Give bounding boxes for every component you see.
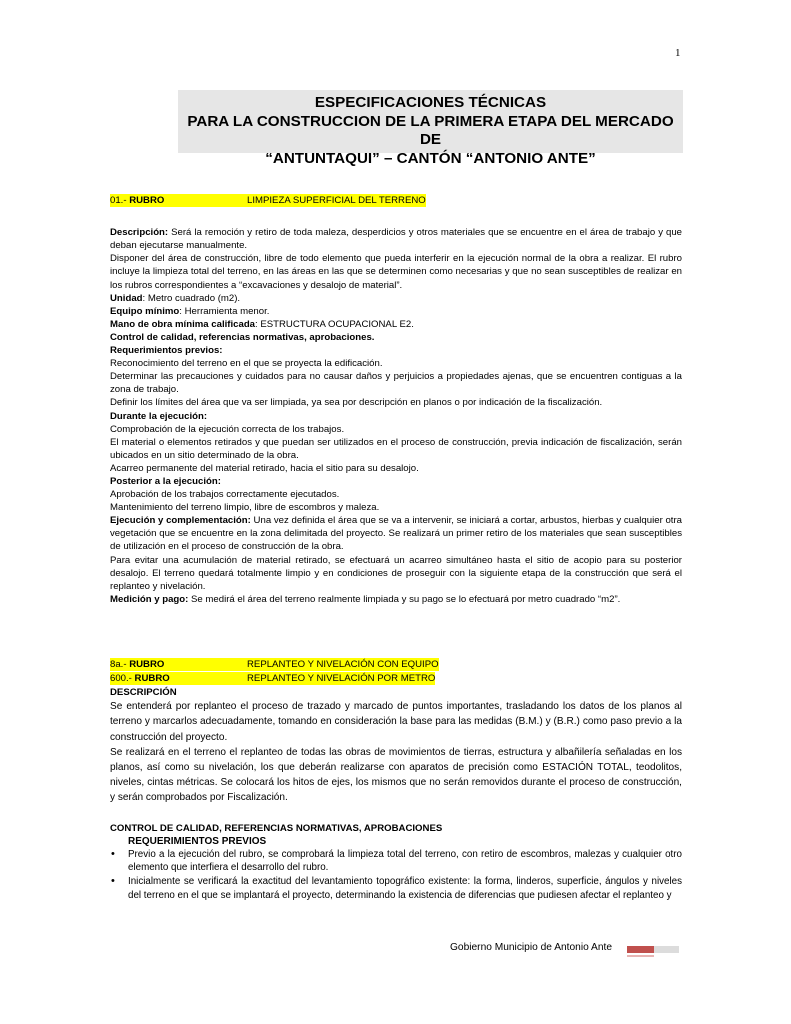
rubro-label: RUBRO — [129, 658, 165, 670]
rubro-number: 600.- — [110, 673, 135, 684]
requirements-list — [110, 848, 682, 902]
mano-obra-line: Mano de obra mínima calificada: ESTRUCTURA OCUPACIONAL E2. — [110, 318, 414, 330]
control-heading-2: CONTROL DE CALIDAD, REFERENCIAS NORMATIVAS, APROBACIONES — [110, 822, 443, 834]
list-item: • Previo a la ejecución del rubro, se comprobará la limpieza total del terreno, con retiro de escombros, malezas y cualquier otro elemento que interfiera el desarrollo del rubro. — [128, 848, 682, 875]
rubro-label: RUBRO — [129, 195, 165, 206]
paragraph: Se realizará en el terreno el replanteo de todas las obras de movimientos de tierras, estructura y albañilería señaladas en los planos, así como su nivelación, los que deberán realizarse con aparatos de precisión como ESTACIÓN TOTAL, teodolitos, niveles, cintas métricas. Se colocará los hitos de ejes, los mismos que no serán removidos durante el proceso de construcción, y serán comprobados por Fiscalización. — [110, 746, 682, 804]
paragraph: Acarreo permanente del material retirado, hacia el sitio para su desalojo. — [110, 462, 419, 474]
rubro-number: 01.- — [110, 195, 130, 206]
rubro-heading-600 — [110, 672, 682, 685]
footer-decoration — [627, 946, 679, 953]
paragraph: Disponer del área de construcción, libre de todo elemento que pueda interferir en la ejecución normal de la obra a realizar. El rubro incluye la limpieza total del terreno, en las áreas en las que se determinen como necesarias y que no sean susceptibles de realizar en los rubros correspondientes a “excavaciones y desalojo de material”. — [110, 253, 682, 291]
descripcion-heading: DESCRIPCIÓN — [110, 687, 177, 699]
paragraph: Definir los límites del área que va ser limpiada, ya sea por descripción en planos o por indicación de la fiscalización. — [110, 397, 603, 409]
footer-text: Gobierno Municipio de Antonio Ante — [450, 942, 612, 953]
paragraph: Para evitar una acumulación de material retirado, se efectuará un acarreo simultáneo hasta el sitio de acopio para su posterior desalojo. El terreno quedará totalmente limpio y en condiciones de proseguir con la siguiente etapa de la construcción que será el replanteo y nivelación. — [110, 554, 682, 592]
paragraph: Mantenimiento del terreno limpio, libre de escombros y maleza. — [110, 502, 380, 514]
control-heading: Control de calidad, referencias normativas, aprobaciones. — [110, 331, 375, 343]
paragraph: Comprobación de la ejecución correcta de los trabajos. — [110, 423, 345, 435]
rubro-number: 8a.- — [110, 658, 130, 670]
rubro-heading-8a — [110, 658, 682, 671]
requerimientos-heading: Requerimientos previos: — [110, 345, 223, 357]
title-line-2: PARA LA CONSTRUCCION DE LA PRIMERA ETAPA DEL MERCADO DE — [187, 112, 674, 148]
ejecucion-paragraph: Ejecución y complementación: Una vez definida el área que se va a intervenir, se iniciará a cortar, arbustos, hierbas y cualquier otra vegetación que se encuentre en la zona delimitada del proyecto. Se realizará un primer retiro de los materiales que sean susceptibles de utilización en el proceso de construcción de la obra. — [110, 515, 683, 553]
paragraph: Se entenderá por replanteo el proceso de trazado y marcado de puntos importantes, trasladando los datos de los planos al terreno y marcarlos adecuadamente, tomando en consideración la base para las medidas (B.M.) y (B.R.) como paso previo a la construcción del proyecto. — [110, 701, 682, 743]
medicion-paragraph: Medición y pago: Se medirá el área del terreno realmente limpiada y su pago se lo efectuará por metro cuadrado “m2”. — [110, 593, 621, 605]
descripcion-paragraph: Descripción: Será la remoción y retiro de toda maleza, desperdicios y otros materiales que se encuentre en el área de trabajo y que deban ejecutarse manualmente. — [110, 227, 682, 252]
paragraph: El material o elementos retirados y que puedan ser utilizados en el proceso de construcción, previa indicación de fiscalización, serán ubicados en un sitio determinado de la obra. — [110, 436, 682, 461]
list-item: • Inicialmente se verificará la exactitud del levantamiento topográfico existente: la forma, linderos, superficie, ángulos y niveles del terreno en el que se implantará el proyecto, determinando la existencia de diferencias que pudiesen afectar el replanteo y — [128, 875, 682, 902]
page-number: 1 — [675, 47, 681, 59]
rubro-name: LIMPIEZA SUPERFICIAL DEL TERRENO — [247, 195, 426, 206]
paragraph: Aprobación de los trabajos correctamente ejecutados. — [110, 489, 340, 501]
rubro-name: REPLANTEO Y NIVELACIÓN CON EQUIPO — [247, 658, 439, 670]
rubro-label: RUBRO — [134, 673, 170, 684]
document-title — [178, 90, 683, 167]
posterior-heading: Posterior a la ejecución: — [110, 475, 221, 487]
rubro-heading-01 — [110, 194, 682, 207]
unidad-line: Unidad: Metro cuadrado (m2). — [110, 292, 241, 304]
paragraph: Determinar las precauciones y cuidados para no causar daños y perjuicios a propiedades ajenas, que se encuentren contiguas a la zona de trabajo. — [110, 371, 682, 396]
equipo-line: Equipo mínimo: Herramienta menor. — [110, 305, 270, 317]
footer-decoration-underline — [627, 955, 654, 957]
rubro-name: REPLANTEO Y NIVELACIÓN POR METRO — [247, 673, 436, 684]
durante-heading: Durante la ejecución: — [110, 410, 208, 422]
requerimientos-heading-2: REQUERIMIENTOS PREVIOS — [128, 835, 267, 847]
title-line-3: “ANTUNTAQUI” – CANTÓN “ANTONIO ANTE” — [265, 149, 596, 167]
document-body — [110, 194, 682, 902]
title-line-1: ESPECIFICACIONES TÉCNICAS — [314, 94, 547, 111]
paragraph: Reconocimiento del terreno en el que se proyecta la edificación. — [110, 358, 383, 370]
descripcion-label: Descripción: — [110, 227, 169, 239]
